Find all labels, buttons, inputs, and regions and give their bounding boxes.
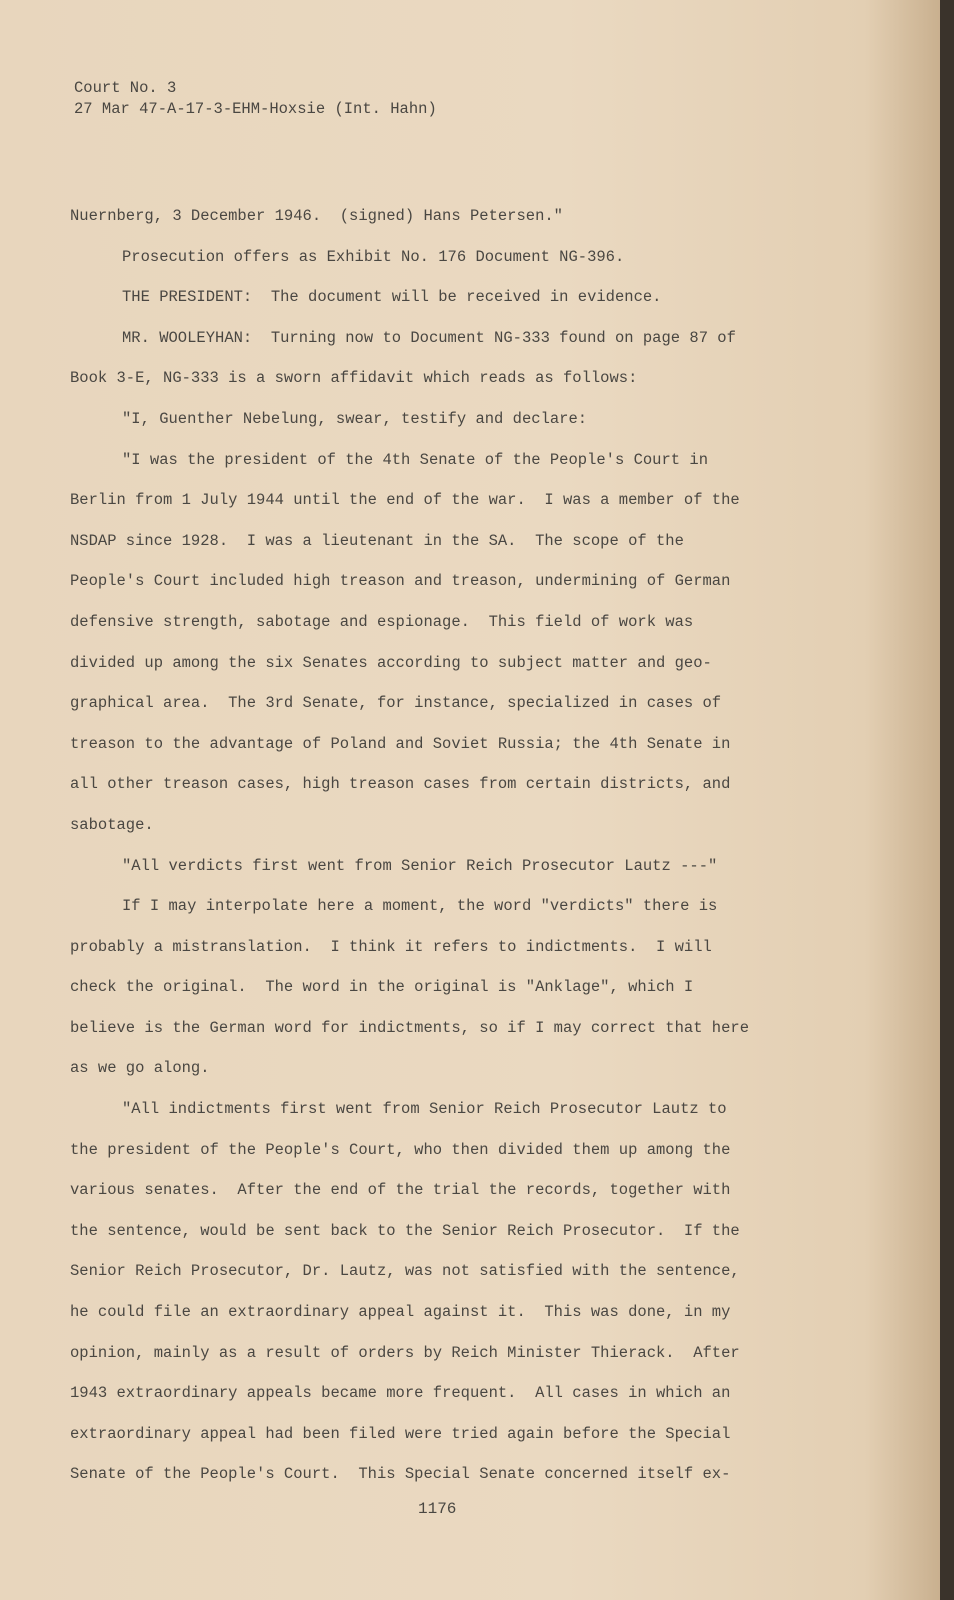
transcript-reference: 27 Mar 47-A-17-3-EHM-Hoxsie (Int. Hahn) bbox=[74, 100, 437, 118]
transcript-line: graphical area. The 3rd Senate, for instance, specialized in cases of bbox=[70, 694, 722, 713]
transcript-line: the sentence, would be sent back to the Senior Reich Prosecutor. If the bbox=[70, 1221, 740, 1240]
transcript-line: "All indictments first went from Senior Reich Prosecutor Lautz to bbox=[122, 1100, 727, 1119]
transcript-line: "I, Guenther Nebelung, swear, testify and declare: bbox=[122, 409, 588, 428]
transcript-line: as we go along. bbox=[70, 1059, 210, 1078]
court-number: Court No. 3 bbox=[74, 79, 177, 97]
transcript-line: If I may interpolate here a moment, the word "verdicts" there is bbox=[122, 897, 718, 916]
transcript-line: extraordinary appeal had been filed were tried again before the Special bbox=[70, 1424, 731, 1443]
transcript-line: the president of the People's Court, who then divided them up among the bbox=[70, 1140, 731, 1159]
transcript-line: THE PRESIDENT: The document will be received in evidence. bbox=[122, 288, 662, 307]
transcript-line: opinion, mainly as a result of orders by Reich Minister Thierack. After bbox=[70, 1343, 740, 1362]
transcript-line: Book 3-E, NG-333 is a sworn affidavit which reads as follows: bbox=[70, 369, 638, 388]
transcript-line: sabotage. bbox=[70, 815, 154, 834]
transcript-line: "I was the president of the 4th Senate of the People's Court in bbox=[122, 450, 708, 469]
transcript-line: various senates. After the end of the trial the records, together with bbox=[70, 1181, 731, 1200]
transcript-line: check the original. The word in the original is "Anklage", which I bbox=[70, 978, 694, 997]
transcript-line: "All verdicts first went from Senior Reich Prosecutor Lautz ---" bbox=[122, 856, 718, 875]
transcript-line: divided up among the six Senates according to subject matter and geo- bbox=[70, 653, 712, 672]
transcript-body bbox=[70, 196, 830, 1495]
transcript-line: he could file an extraordinary appeal against it. This was done, in my bbox=[70, 1303, 731, 1322]
transcript-line: NSDAP since 1928. I was a lieutenant in the SA. The scope of the bbox=[70, 531, 684, 550]
transcript-line: Berlin from 1 July 1944 until the end of the war. I was a member of the bbox=[70, 491, 740, 510]
transcript-line: Senate of the People's Court. This Special Senate concerned itself ex- bbox=[70, 1465, 731, 1484]
document-header bbox=[74, 78, 437, 120]
transcript-line: all other treason cases, high treason cases from certain districts, and bbox=[70, 775, 731, 794]
page-number: 1176 bbox=[418, 1500, 457, 1518]
transcript-line: MR. WOOLEYHAN: Turning now to Document NG-333 found on page 87 of bbox=[122, 328, 736, 347]
transcript-line: believe is the German word for indictments, so if I may correct that here bbox=[70, 1018, 750, 1037]
transcript-line: Nuernberg, 3 December 1946. (signed) Hans Petersen." bbox=[70, 207, 563, 225]
transcript-line: probably a mistranslation. I think it refers to indictments. I will bbox=[70, 937, 712, 956]
transcript-line: 1943 extraordinary appeals became more frequent. All cases in which an bbox=[70, 1384, 731, 1403]
transcript-line: Senior Reich Prosecutor, Dr. Lautz, was not satisfied with the sentence, bbox=[70, 1262, 740, 1281]
scan-edge bbox=[940, 0, 954, 1600]
transcript-line: treason to the advantage of Poland and Soviet Russia; the 4th Senate in bbox=[70, 734, 731, 753]
transcript-line: People's Court included high treason and treason, undermining of German bbox=[70, 572, 731, 591]
transcript-line: defensive strength, sabotage and espionage. This field of work was bbox=[70, 612, 694, 631]
transcript-line: Prosecution offers as Exhibit No. 176 Document NG-396. bbox=[122, 247, 625, 266]
